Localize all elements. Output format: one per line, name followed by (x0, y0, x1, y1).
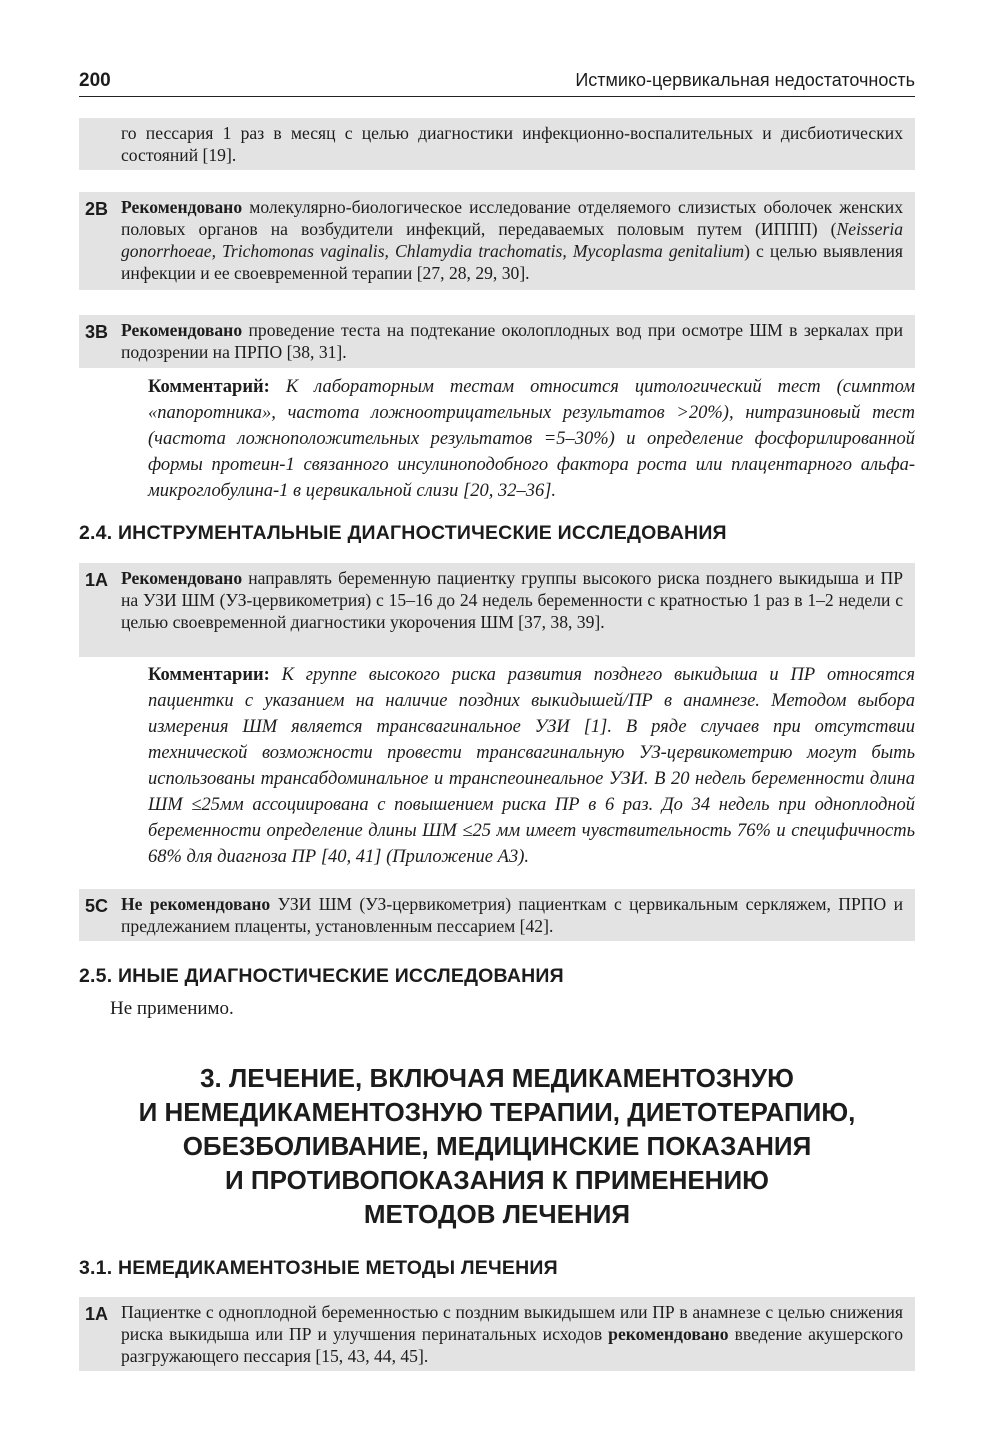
recommendation-lead: Не рекомендовано (121, 894, 271, 914)
page-number: 200 (79, 70, 111, 91)
comment-label: Комментарии: (148, 665, 270, 685)
recommendation-lead: Рекомендовано (121, 197, 243, 217)
recommendation-text: УЗИ ШМ (УЗ-цервикометрия) пациенткам с цервикальным серкляжем, ПРПО и предлежанием плаценты, установленным пессарием [42]. (121, 894, 903, 936)
chapter-heading (79, 1061, 915, 1231)
recommendation-lead: рекомендовано (608, 1324, 729, 1344)
recommendation-lead: Рекомендовано (121, 320, 243, 340)
recommendation-box-5c (79, 889, 915, 941)
chapter-heading-line: 3. ЛЕЧЕНИЕ, ВКЛЮЧАЯ МЕДИКАМЕНТОЗНУЮ (200, 1063, 794, 1093)
organism-list: Neisseria gonorrhoeae, Trichomonas vaginalis, Chlamydia trachomatis, Mycoplasma genitalium (121, 219, 903, 261)
recommendation-text: го пессария 1 раз в месяц с целью диагностики инфекционно-воспалительных и дисбиотических состояний [19]. (121, 123, 903, 165)
evidence-grade: 5С (85, 896, 109, 916)
section-heading: 3.1. НЕМЕДИКАМЕНТОЗНЫЕ МЕТОДЫ ЛЕЧЕНИЯ (79, 1257, 558, 1279)
comment-text: К лабораторным тестам относится цитологический тест (симптом «папоротника», частота ложноотрицательных результатов >20%), нитразиновый тест (частота ложноположительных результатов =5–30%) и определение фосфорилированной формы протеин-1 связанного инсулиноподобного фактора роста или плацентарного альфа-микроглобулина-1 в цервикальной слизи [20, 32–36]. (148, 377, 915, 501)
chapter-heading-line: ОБЕЗБОЛИВАНИЕ, МЕДИЦИНСКИЕ ПОКАЗАНИЯ (182, 1131, 812, 1161)
section-heading: 2.4. ИНСТРУМЕНТАЛЬНЫЕ ДИАГНОСТИЧЕСКИЕ ИССЛЕДОВАНИЯ (79, 522, 727, 544)
comment-block (148, 662, 915, 870)
evidence-grade: 2B (85, 199, 109, 219)
evidence-grade: 3B (85, 322, 109, 342)
recommendation-box-2b (79, 192, 915, 290)
comment-block (148, 374, 915, 504)
recommendation-text: проведение теста на подтекание околоплодных вод при осмотре ШМ в зеркалах при подозрении на ПРПО [38, 31]. (121, 320, 903, 362)
chapter-heading-line: МЕТОДОВ ЛЕЧЕНИЯ (363, 1199, 631, 1229)
recommendation-box-1a-treatment (79, 1297, 915, 1371)
recommendation-text-end: ) с целью выявления инфекции и ее своевременной терапии [27, 28, 29, 30]. (121, 241, 903, 283)
recommendation-lead: Рекомендовано (121, 568, 243, 588)
section-heading: 2.5. ИНЫЕ ДИАГНОСТИЧЕСКИЕ ИССЛЕДОВАНИЯ (79, 965, 564, 987)
recommendation-box-1a (79, 563, 915, 657)
recommendation-text: Пациентке с одноплодной беременностью с поздним выкидышем или ПР в анамнезе с целью снижения риска выкидыша или ПР и улучшения перинатальных исходов (121, 1302, 903, 1344)
comment-text: К группе высокого риска развития позднего выкидыша и ПР относятся пациентки с указанием на наличие поздних выкидышей/ПР в анамнезе. Методом выбора измерения ШМ является трансвагинальное УЗИ [1]. В ряде случаев при отсутствии технической возможности провести трансвагинальную УЗ-цервикометрию могут быть использованы трансабдоминальное и транспеоинеальное УЗИ. В 20 недель беременности длина ШМ ≤25мм ассоциирована с повышением риска ПР в 6 раз. До 34 недель при одноплодной беременности определение длины ШМ ≤25 мм имеет чувствительность 76% и специфичность 68% для диагноза ПР [40, 41] (Приложение А3). (148, 665, 915, 867)
page-header (79, 64, 915, 97)
chapter-heading-line: И НЕМЕДИКАМЕНТОЗНУЮ ТЕРАПИИ, ДИЕТОТЕРАПИЮ, (138, 1097, 856, 1127)
recommendation-box-3b (79, 315, 915, 368)
recommendation-text: направлять беременную пациентку группы высокого риска позднего выкидыша и ПР на УЗИ ШМ (УЗ-цервикометрия) с 15–16 до 24 недель беременности с кратностью 1 раз в 1–2 недели с целью своевременной диагностики укорочения ШМ [37, 38, 39]. (121, 568, 903, 632)
chapter-heading-line: И ПРОТИВОПОКАЗАНИЯ К ПРИМЕНЕНИЮ (225, 1165, 769, 1195)
recommendation-box-continued (79, 118, 915, 170)
section-text: Не применимо. (110, 998, 234, 1019)
evidence-grade: 1А (85, 570, 109, 590)
evidence-grade: 1А (85, 1304, 109, 1324)
comment-label: Комментарий: (148, 377, 270, 397)
recommendation-text: молекулярно-биологическое исследование отделяемого слизистых оболочек женских половых органов на возбудители инфекций, передаваемых половым путем (ИППП) ( (121, 197, 903, 239)
recommendation-text-end: введение акушерского разгружающего пессария [15, 43, 44, 45]. (121, 1324, 903, 1366)
running-title: Истмико-цервикальная недостаточность (575, 70, 915, 90)
